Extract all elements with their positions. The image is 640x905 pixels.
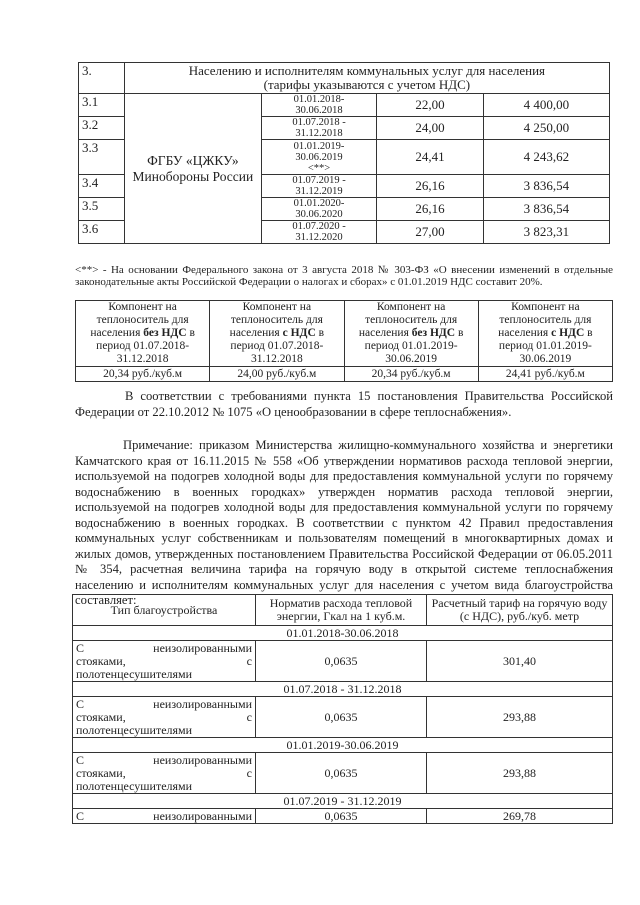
- provider-cell: ФГБУ «ЦЖКУ» Минобороны России: [124, 94, 261, 244]
- period-row: 01.07.2018 - 31.12.2018: [73, 682, 613, 697]
- value-cell: 4 243,62: [483, 140, 609, 175]
- tariff-cell: 269,78: [427, 809, 613, 824]
- component-header: Компонент на теплоноситель для населения с НДС в период 01.01.2019-30.06.2019: [478, 301, 612, 367]
- component-header: Компонент на теплоноситель для населения с НДС в период 01.07.2018-31.12.2018: [210, 301, 344, 367]
- col-header-type: Тип благоустройства: [73, 595, 256, 626]
- norm-cell: 0,0635: [256, 641, 427, 682]
- header-line-2: (тарифы указываются с учетом НДС): [263, 77, 471, 92]
- col-header-tariff: Расчетный тариф на горячую воду (с НДС), руб./куб. метр: [427, 595, 613, 626]
- row-num: 3.4: [79, 175, 125, 198]
- value-cell: 4 250,00: [483, 117, 609, 140]
- row-num: 3.6: [79, 221, 125, 244]
- period-cell: 01.01.2018- 30.06.2018: [262, 94, 377, 117]
- period-cell: 01.01.2020- 30.06.2020: [262, 198, 377, 221]
- period-cell: 01.07.2018 - 31.12.2018: [262, 117, 377, 140]
- tariff-cell: 26,16: [377, 175, 484, 198]
- norm-cell: 0,0635: [256, 697, 427, 738]
- type-cell: С неизолированными стояками, с полотенцесушителями: [73, 697, 256, 738]
- tariff-cell: 301,40: [427, 641, 613, 682]
- value-cell: 3 836,54: [483, 198, 609, 221]
- norm-cell: 0,0635: [256, 809, 427, 824]
- paragraph-note: Примечание: приказом Министерства жилищно-коммунального хозяйства и энергетики Камчатского края от 16.11.2015 № 558 «Об утверждении нормативов расхода тепловой энергии, используемой на подогрев холодной воды для предоставления коммунальной услуги по горячему водоснабжению в военных городках» утвержден норматив расхода тепловой энергии, используемой на подогрев холодной воды для предоставления коммунальной услуги по горячему водоснабжению в военных городках. В соответствии с пунктом 42 Правил предоставления коммунальных услуг собственникам и пользователям помещений в многоквартирных домах и жилых домов, утвержденных постановлением Правительства Российской Федерации от 06.05.2011 № 354, расчетная величина тарифа на горячую воду в открытой системе теплоснабжения населению и исполнителям коммунальных услуг для населения с учетом вида благоустройства составляет:: [75, 438, 613, 607]
- col-header-norm: Норматив расхода тепловой энергии, Гкал на 1 куб.м.: [256, 595, 427, 626]
- value-cell: 3 823,31: [483, 221, 609, 244]
- value-cell: 3 836,54: [483, 175, 609, 198]
- tariff-cell: 24,00: [377, 117, 484, 140]
- component-value: 20,34 руб./куб.м: [76, 367, 210, 382]
- component-table: [75, 300, 613, 382]
- paragraph-legal: В соответствии с требованиями пункта 15 постановления Правительства Российской Федерации от 22.10.2012 № 1075 «О ценообразовании в сфере теплоснабжения».: [75, 389, 613, 419]
- type-cell: С неизолированными: [73, 809, 256, 824]
- period-cell: 01.07.2019 - 31.12.2019: [262, 175, 377, 198]
- tariff-cell: 26,16: [377, 198, 484, 221]
- footnote: <**> - На основании Федерального закона от 3 августа 2018 № 303-ФЗ «О внесении изменений в отдельные законодательные акты Российской Федерации о налогах и сборах» с 01.01.2019 НДС составит 20%.: [75, 264, 613, 288]
- period-cell: 01.01.2019- 30.06.2019 <**>: [262, 140, 377, 175]
- tariff-cell: 22,00: [377, 94, 484, 117]
- header-line-1: Населению и исполнителям коммунальных услуг для населения: [188, 63, 546, 78]
- header-num: 3.: [79, 63, 125, 94]
- period-row: 01.07.2019 - 31.12.2019: [73, 794, 613, 809]
- period-row: 01.01.2019-30.06.2019: [73, 738, 613, 753]
- tariff-cell: 27,00: [377, 221, 484, 244]
- type-cell: С неизолированными стояками, с полотенцесушителями: [73, 641, 256, 682]
- table-header: [124, 63, 609, 94]
- tariff-table: [78, 62, 610, 244]
- component-value: 20,34 руб./куб.м: [344, 367, 478, 382]
- row-num: 3.5: [79, 198, 125, 221]
- period-row: 01.01.2018-30.06.2018: [73, 626, 613, 641]
- component-value: 24,41 руб./куб.м: [478, 367, 612, 382]
- type-cell: С неизолированными стояками, с полотенцесушителями: [73, 753, 256, 794]
- row-num: 3.2: [79, 117, 125, 140]
- row-num: 3.3: [79, 140, 125, 175]
- row-num: 3.1: [79, 94, 125, 117]
- tariff-cell: 293,88: [427, 697, 613, 738]
- component-header: Компонент на теплоноситель для населения без НДС в период 01.07.2018-31.12.2018: [76, 301, 210, 367]
- component-value: 24,00 руб./куб.м: [210, 367, 344, 382]
- tariff-cell: 24,41: [377, 140, 484, 175]
- value-cell: 4 400,00: [483, 94, 609, 117]
- tariff-cell: 293,88: [427, 753, 613, 794]
- hot-water-table: [72, 594, 613, 824]
- period-cell: 01.07.2020 - 31.12.2020: [262, 221, 377, 244]
- component-header: Компонент на теплоноситель для населения без НДС в период 01.01.2019-30.06.2019: [344, 301, 478, 367]
- norm-cell: 0,0635: [256, 753, 427, 794]
